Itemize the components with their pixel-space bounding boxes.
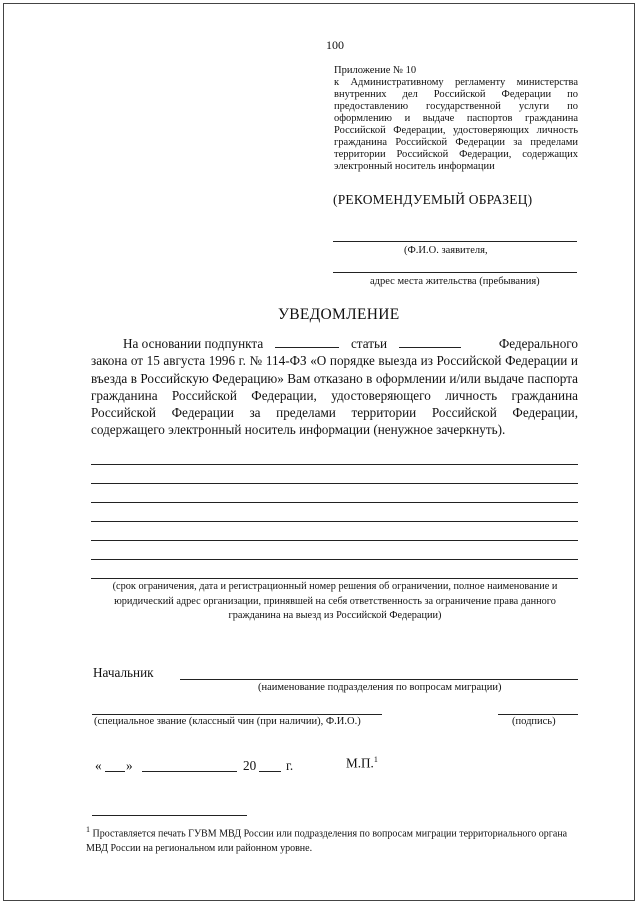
stamp-text: М.П. [346, 755, 374, 771]
year-suffix: г. [286, 758, 294, 773]
applicant-address-caption: адрес места жительства (пребывания) [370, 276, 540, 287]
signature-caption: (подпись) [512, 716, 556, 727]
date-close-quote: » [126, 758, 133, 773]
unit-caption: (наименование подразделения по вопросам миграции) [258, 682, 502, 693]
reason-line [91, 464, 578, 465]
reason-line [91, 521, 578, 522]
chief-label: Начальник [93, 665, 154, 680]
month-blank [142, 771, 237, 772]
body-subclause-label: На основании подпункта [123, 336, 264, 351]
restriction-note: (срок ограничения, дата и регистрационный номер решения об ограничении, полное наименование и юридический адрес организации, принявшей на себя ответственность за ограничение права данного гражданина на выезд из Российской Федерации) [112, 581, 558, 621]
reason-line [91, 559, 578, 560]
body-rest: закона от 15 августа 1996 г. № 114-ФЗ «О порядке выезда из Российской Федерации и въезда в Российскую Федерацию» Вам отказано в оформлении и/или выдаче паспорта гражданина Российской Федерации, удостоверяющего личность гражданина Российской Федерации за пределами территории Российской Федерации, содержащего электронный носитель информации (ненужное зачеркнуть). [91, 353, 578, 438]
body-article-label: статьи [350, 336, 388, 351]
reason-line [91, 502, 578, 503]
year-prefix: 20 [243, 758, 257, 773]
rank-caption: (специальное звание (классный чин (при наличии), Ф.И.О.) [94, 716, 361, 727]
applicant-address-line [333, 272, 577, 273]
appendix-text: к Административному регламенту министерства внутренних дел Российской Федерации по предоставлению государственной услуги по оформлению и выдаче паспортов гражданина Российской Федерации, удостоверяющих личность гражданина Российской Федерации за пределами территории Российской Федерации, содержащих электронный носитель информации [334, 77, 578, 172]
document-heading: УВЕДОМЛЕНИЕ [278, 306, 400, 323]
rank-line [92, 714, 382, 715]
date-open-quote: « [95, 758, 102, 773]
sample-label: (РЕКОМЕНДУЕМЫЙ ОБРАЗЕЦ) [333, 192, 533, 207]
footnote-separator [92, 815, 247, 816]
reason-line [91, 578, 578, 579]
footnote [86, 823, 586, 856]
notification-body [91, 335, 578, 439]
body-first-line [91, 335, 578, 352]
unit-line [180, 679, 578, 680]
stamp-footnote-mark: 1 [373, 755, 378, 764]
day-blank [105, 771, 125, 772]
page-number: 100 [326, 38, 344, 52]
reason-line [91, 483, 578, 484]
stamp-label [346, 755, 378, 771]
signature-line [498, 714, 578, 715]
appendix-block [334, 65, 578, 173]
footnote-mark: 1 [86, 825, 90, 834]
applicant-fio-caption: (Ф.И.О. заявителя, [404, 245, 488, 256]
footnote-text: Проставляется печать ГУВМ МВД России или подразделения по вопросам миграции территориального органа МВД России на региональном или районном уровне. [86, 828, 568, 854]
article-blank [399, 335, 461, 348]
subclause-blank [275, 335, 339, 348]
appendix-title: Приложение № 10 [334, 65, 417, 76]
body-federal-label: Федерального [498, 336, 578, 351]
applicant-fio-line [333, 241, 577, 242]
year-blank [259, 771, 281, 772]
reason-line [91, 540, 578, 541]
